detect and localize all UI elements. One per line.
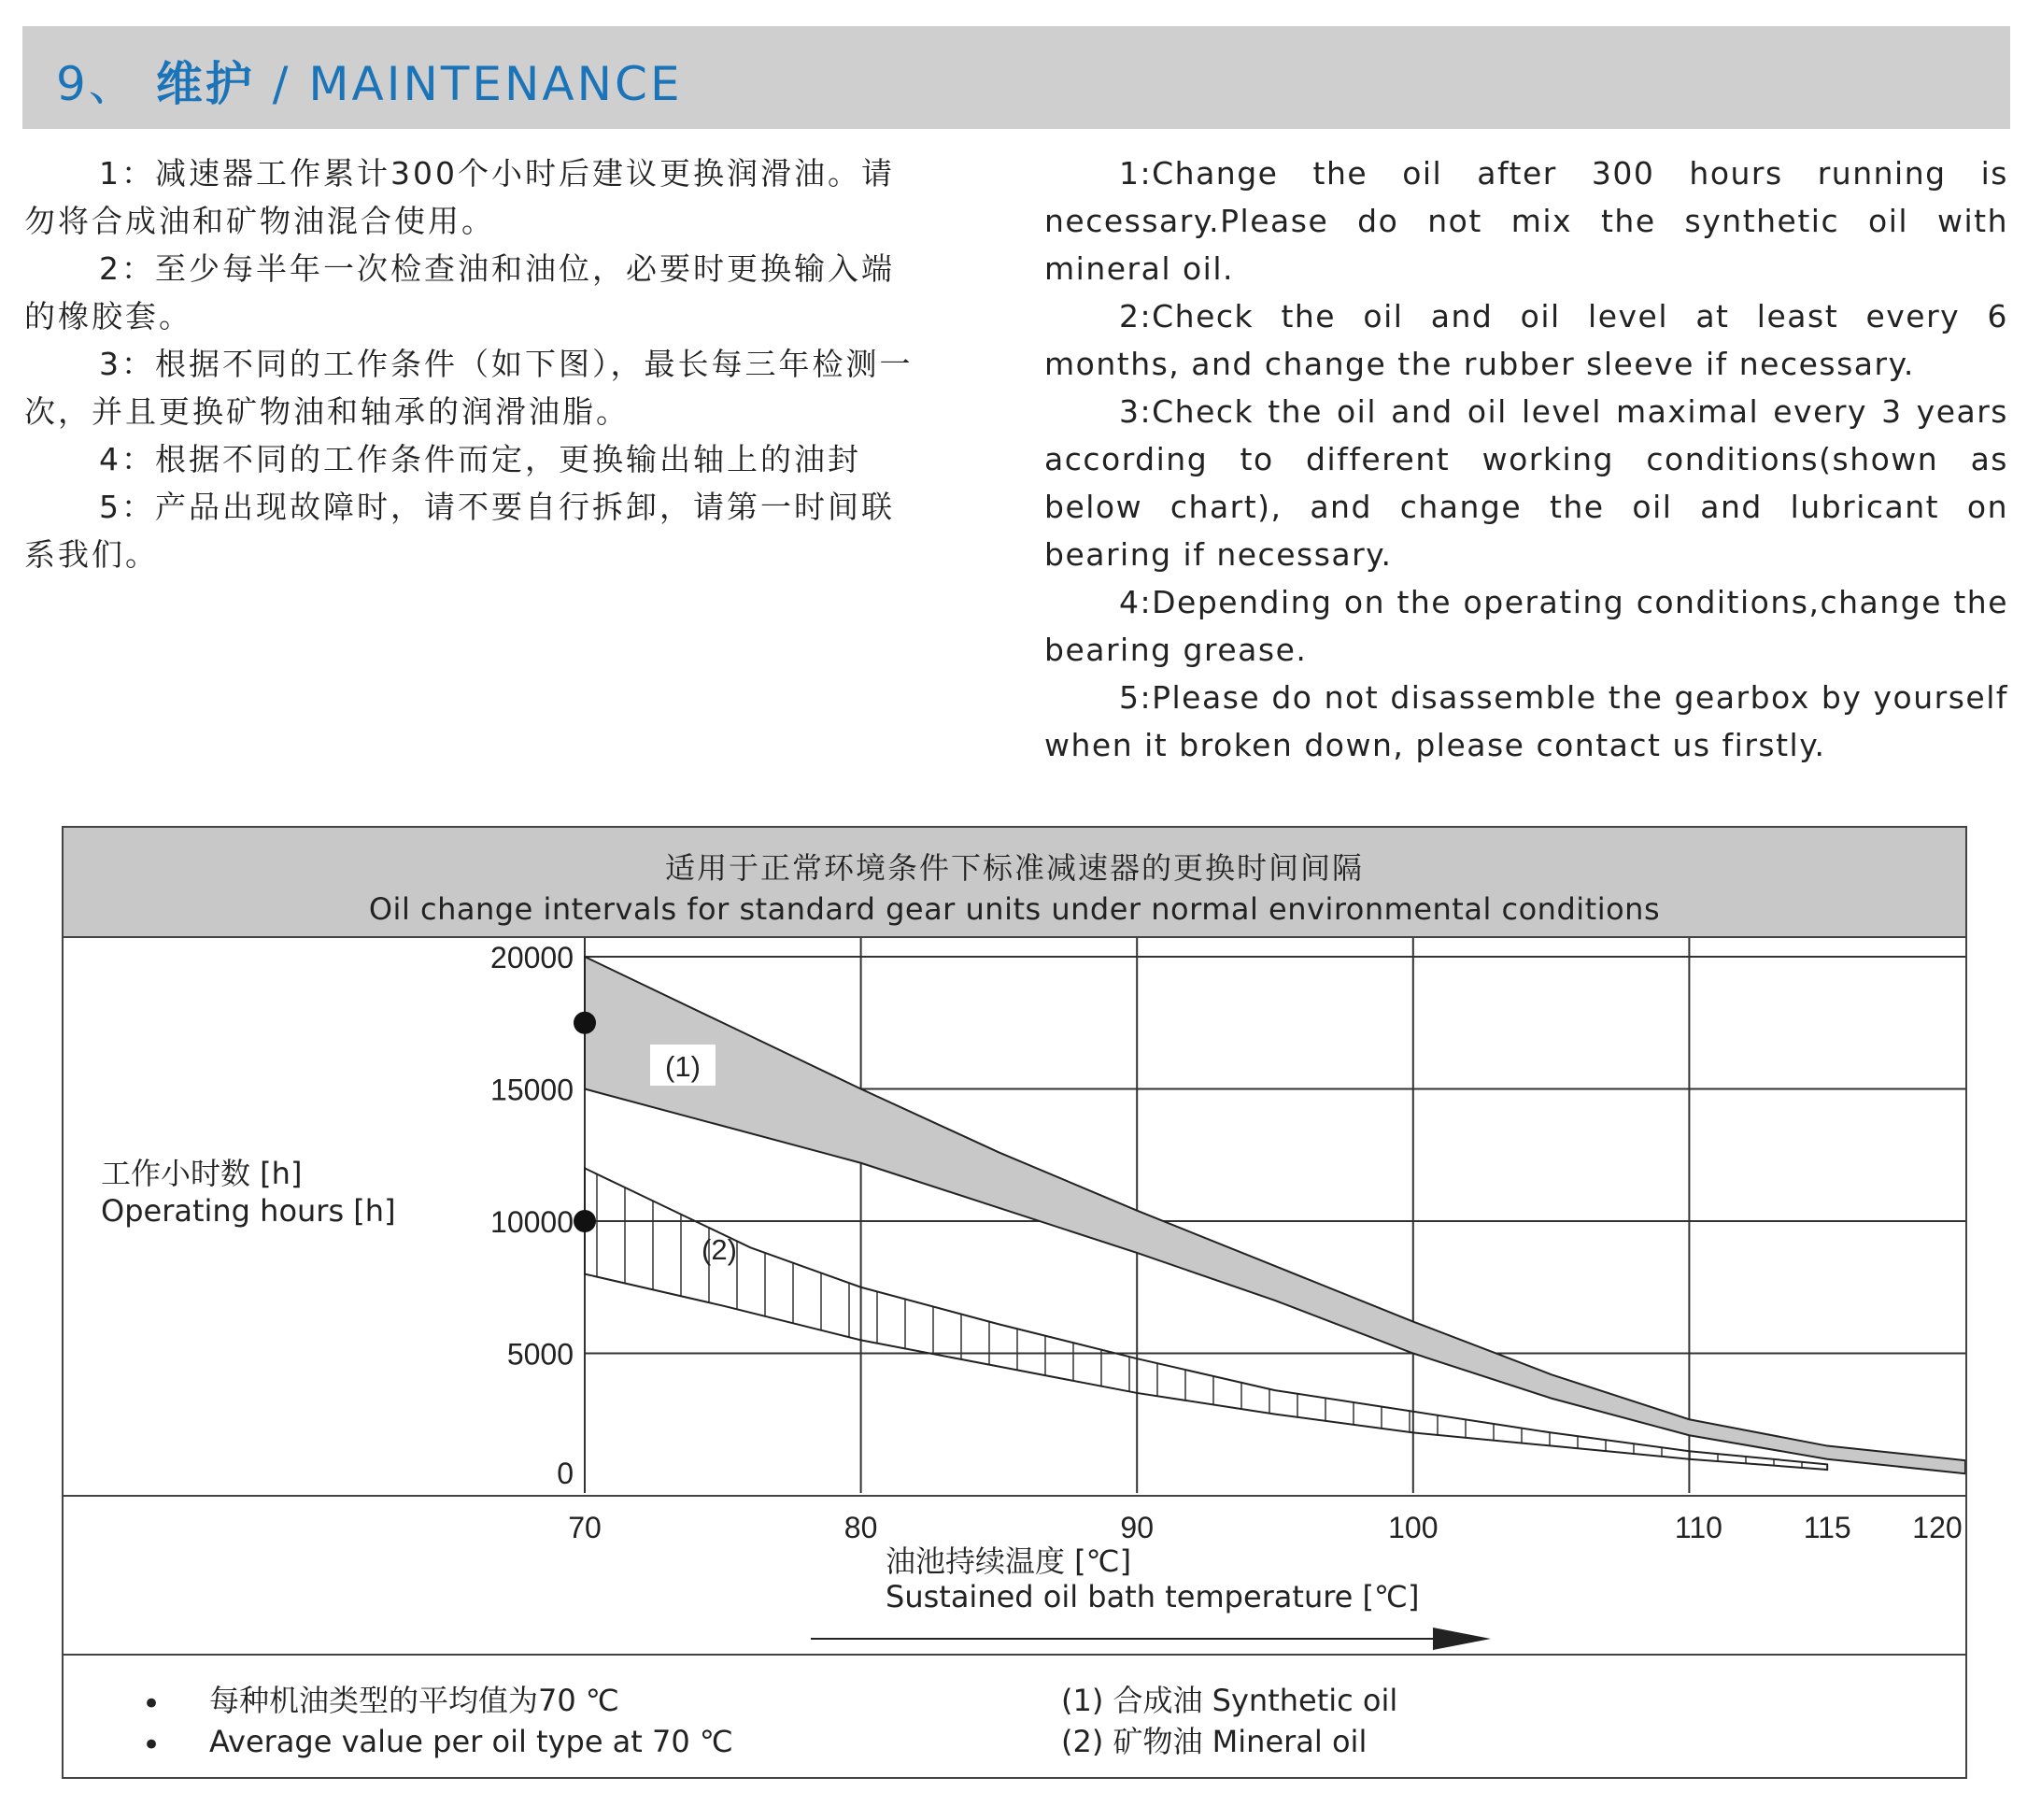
oil-change-table [62,826,1967,1779]
legend-synthetic: (1) 合成油 Synthetic oil [1061,1683,1398,1718]
y-axis-label-en: Operating hours [h] [101,1193,396,1229]
legend-divider [64,1654,1965,1656]
data-marker [574,1210,596,1232]
data-marker [574,1012,596,1034]
series-2-label-text: (2) [702,1233,737,1266]
bullet-1: • [142,1685,162,1723]
section-title-en: MAINTENANCE [308,57,683,111]
en-item-4: 4:Depending on the operating conditions,change the bearing grease. [1044,584,2008,668]
en-item-5: 5:Please do not disassemble the gearbox by yourself when it broken down, please contact us firstly. [1044,679,2008,763]
section-header [22,26,2010,129]
chart-title-en: Oil change intervals for standard gear units under normal environmental conditions [368,891,1661,927]
x-tick-label: 80 [843,1511,878,1544]
zh-item-1: 1：减速器工作累计300个小时后建议更换润滑油。请勿将合成油和矿物油混合使用。 [24,155,895,239]
section-title-zh: 维护 [155,57,255,111]
x-axis-label-zh: 油池持续温度 [℃] [886,1543,1132,1579]
y-tick-label: 0 [557,1457,574,1490]
bullet-2: • [142,1727,162,1764]
series-1-label [650,1045,716,1086]
zh-item-3: 3：根据不同的工作条件（如下图），最长每三年检测一次，并且更换矿物油和轴承的润滑油脂。 [24,346,914,430]
chart-title-zh: 适用于正常环境条件下标准减速器的更换时间间隔 [664,850,1364,886]
chinese-instructions [24,149,921,578]
zh-item-4: 4：根据不同的工作条件而定，更换输出轴上的油封 [99,441,861,477]
y-tick-label: 20000 [490,941,574,974]
zh-item-5: 5：产品出现故障时，请不要自行拆卸，请第一时间联系我们。 [24,489,895,573]
x-axis-label [886,1543,1419,1614]
x-tick-label: 100 [1388,1511,1439,1544]
x-axis-arrow-head [1433,1628,1491,1650]
en-item-1: 1:Change the oil after 300 hours running is necessary.Please do not mix the synthetic oil with mineral oil. [1044,155,2008,287]
y-tick-label: 10000 [490,1205,574,1239]
y-axis-label-zh: 工作小时数 [h] [101,1156,303,1191]
y-tick-label: 5000 [506,1337,574,1372]
oil-interval-chart [64,828,1965,1777]
note-zh: 每种机油类型的平均值为70 ℃ [209,1683,619,1718]
x-tick-label: 115 [1803,1511,1851,1544]
x-tick-label: 90 [1120,1511,1154,1544]
series-1-label-text: (1) [665,1050,701,1083]
en-item-2: 2:Check the oil and oil level at least every 6 months, and change the rubber sleeve if necessary. [1044,298,2008,382]
legend-mineral: (2) 矿物油 Mineral oil [1061,1724,1368,1759]
section-title [56,47,683,114]
x-tick-label: 70 [568,1511,602,1544]
series-band-2 [585,1168,1827,1470]
oil-legend [1061,1680,1397,1762]
en-item-3: 3:Check the oil and oil level maximal every 3 years according to different working conditions(shown as below chart), and change the oil and lubricant on bearing if necessary. [1044,393,2008,573]
x-axis-label-en: Sustained oil bath temperature [℃] [886,1579,1420,1614]
english-instructions [1044,149,2008,769]
note-en: Average value per oil type at 70 ℃ [209,1724,733,1759]
x-tick-label: 120 [1912,1511,1963,1544]
zh-item-2: 2：至少每半年一次检查油和油位，必要时更换输入端的橡胶套。 [24,250,895,334]
title-separator: / [272,57,291,111]
chart-xaxis-divider [64,1495,1965,1497]
section-number: 9、 [56,57,138,111]
y-tick-label: 15000 [490,1073,574,1107]
x-tick-label: 110 [1674,1511,1722,1544]
average-note [209,1680,733,1762]
